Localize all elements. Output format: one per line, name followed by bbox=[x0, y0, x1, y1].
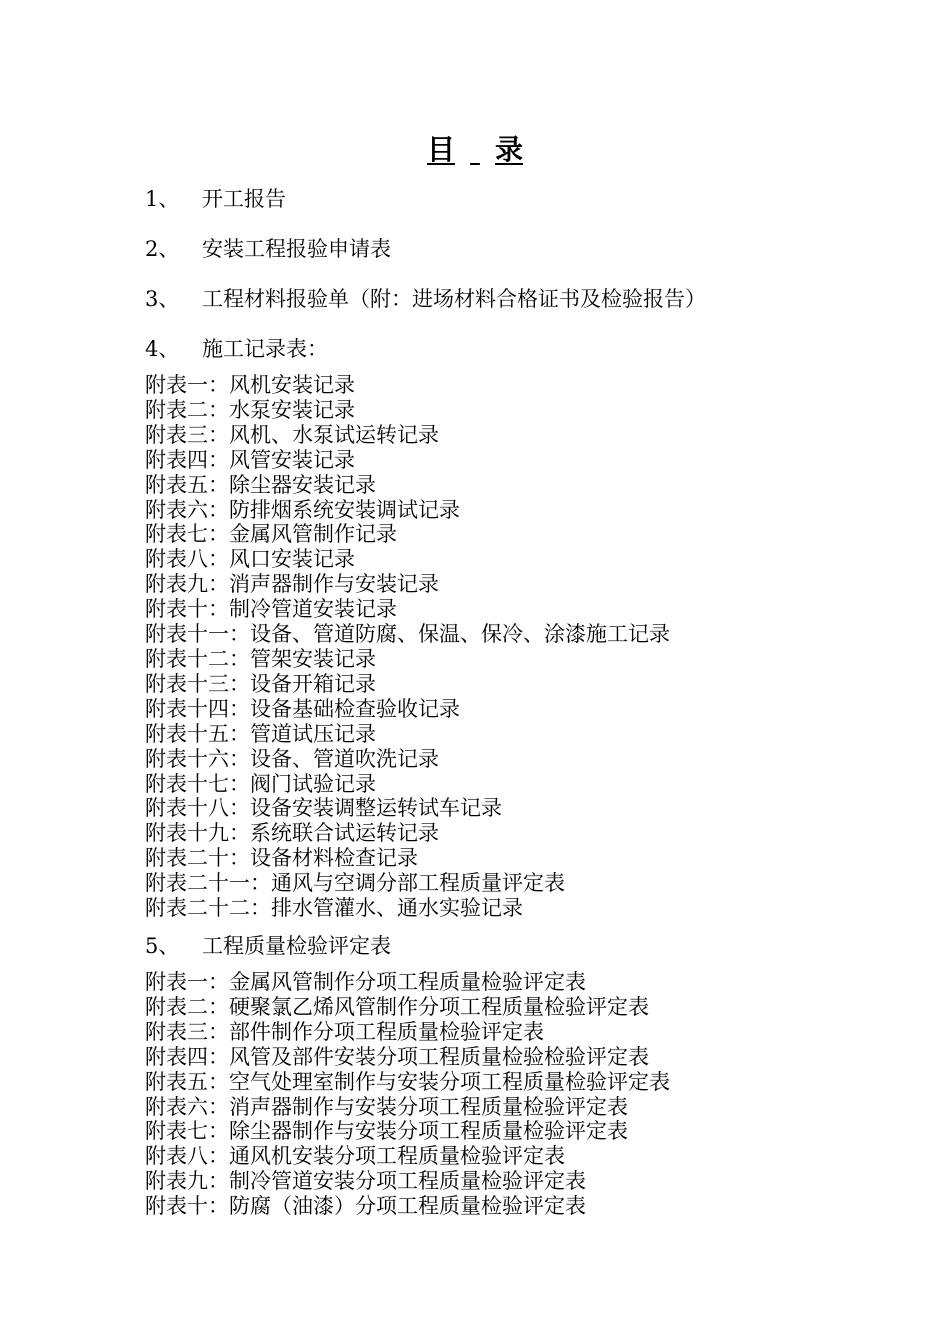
list-item: 附表七：金属风管制作记录 bbox=[145, 522, 397, 547]
list-item: 附表六：消声器制作与安装分项工程质量检验评定表 bbox=[145, 1094, 628, 1119]
list-item: 附表十九：系统联合试运转记录 bbox=[145, 821, 439, 846]
list-item: 附表十二：管架安装记录 bbox=[145, 646, 376, 671]
title-char-1: 目 bbox=[426, 133, 455, 166]
list-item: 附表十：防腐（油漆）分项工程质量检验评定表 bbox=[145, 1194, 586, 1219]
list-item: 附表十四：设备基础检查验收记录 bbox=[145, 696, 460, 721]
list-item: 附表二十二：排水管灌水、通水实验记录 bbox=[145, 896, 523, 921]
section-number: 1、 bbox=[145, 187, 180, 211]
section-5 bbox=[145, 932, 391, 960]
list-item: 附表三：部件制作分项工程质量检验评定表 bbox=[145, 1019, 544, 1044]
section-3 bbox=[145, 285, 706, 313]
list-item: 附表二十一：通风与空调分部工程质量评定表 bbox=[145, 871, 565, 896]
section-label: 安装工程报验申请表 bbox=[202, 237, 391, 261]
list-item: 附表十一：设备、管道防腐、保温、保冷、涂漆施工记录 bbox=[145, 622, 670, 647]
list-item: 附表四：风管安装记录 bbox=[145, 447, 355, 472]
section-number: 4、 bbox=[145, 337, 180, 361]
section-label: 施工记录表： bbox=[202, 337, 328, 361]
list-item: 附表二：水泵安装记录 bbox=[145, 397, 355, 422]
list-item: 附表一：风机安装记录 bbox=[145, 373, 355, 397]
list-item: 附表七：除尘器制作与安装分项工程质量检验评定表 bbox=[145, 1119, 628, 1144]
list-item: 附表三：风机、水泵试运转记录 bbox=[145, 422, 439, 447]
section-number: 5、 bbox=[145, 934, 180, 958]
list-item: 附表四：风管及部件安装分项工程质量检验检验评定表 bbox=[145, 1044, 649, 1069]
list-item: 附表十六：设备、管道吹洗记录 bbox=[145, 746, 439, 771]
page-title bbox=[0, 130, 950, 170]
list-item: 附表十八：设备安装调整运转试车记录 bbox=[145, 796, 502, 821]
list-item: 附表一：金属风管制作分项工程质量检验评定表 bbox=[145, 970, 586, 994]
section-1 bbox=[145, 185, 286, 213]
quality-forms-list bbox=[145, 970, 670, 1219]
list-item: 附表九：制冷管道安装分项工程质量检验评定表 bbox=[145, 1169, 586, 1194]
list-item: 附表二十：设备材料检查记录 bbox=[145, 846, 418, 871]
list-item: 附表十五：管道试压记录 bbox=[145, 721, 376, 746]
list-item: 附表九：消声器制作与安装记录 bbox=[145, 572, 439, 597]
list-item: 附表八：风口安装记录 bbox=[145, 547, 355, 572]
list-item: 附表十七：阀门试验记录 bbox=[145, 771, 376, 796]
section-2 bbox=[145, 235, 391, 263]
title-char-2: 录 bbox=[495, 133, 524, 166]
list-item: 附表八：通风机安装分项工程质量检验评定表 bbox=[145, 1144, 565, 1169]
list-item: 附表十三：设备开箱记录 bbox=[145, 671, 376, 696]
section-label: 开工报告 bbox=[202, 187, 286, 211]
list-item: 附表二：硬聚氯乙烯风管制作分项工程质量检验评定表 bbox=[145, 994, 649, 1019]
section-number: 2、 bbox=[145, 237, 180, 261]
title-gap bbox=[455, 130, 495, 170]
list-item: 附表五：除尘器安装记录 bbox=[145, 472, 376, 497]
section-label: 工程材料报验单（附：进场材料合格证书及检验报告） bbox=[202, 287, 706, 311]
section-4 bbox=[145, 335, 328, 363]
construction-records-list bbox=[145, 373, 670, 921]
list-item: 附表五：空气处理室制作与安装分项工程质量检验评定表 bbox=[145, 1069, 670, 1094]
section-number: 3、 bbox=[145, 287, 180, 311]
list-item: 附表六：防排烟系统安装调试记录 bbox=[145, 497, 460, 522]
list-item: 附表十：制冷管道安装记录 bbox=[145, 597, 397, 622]
section-label: 工程质量检验评定表 bbox=[202, 934, 391, 958]
